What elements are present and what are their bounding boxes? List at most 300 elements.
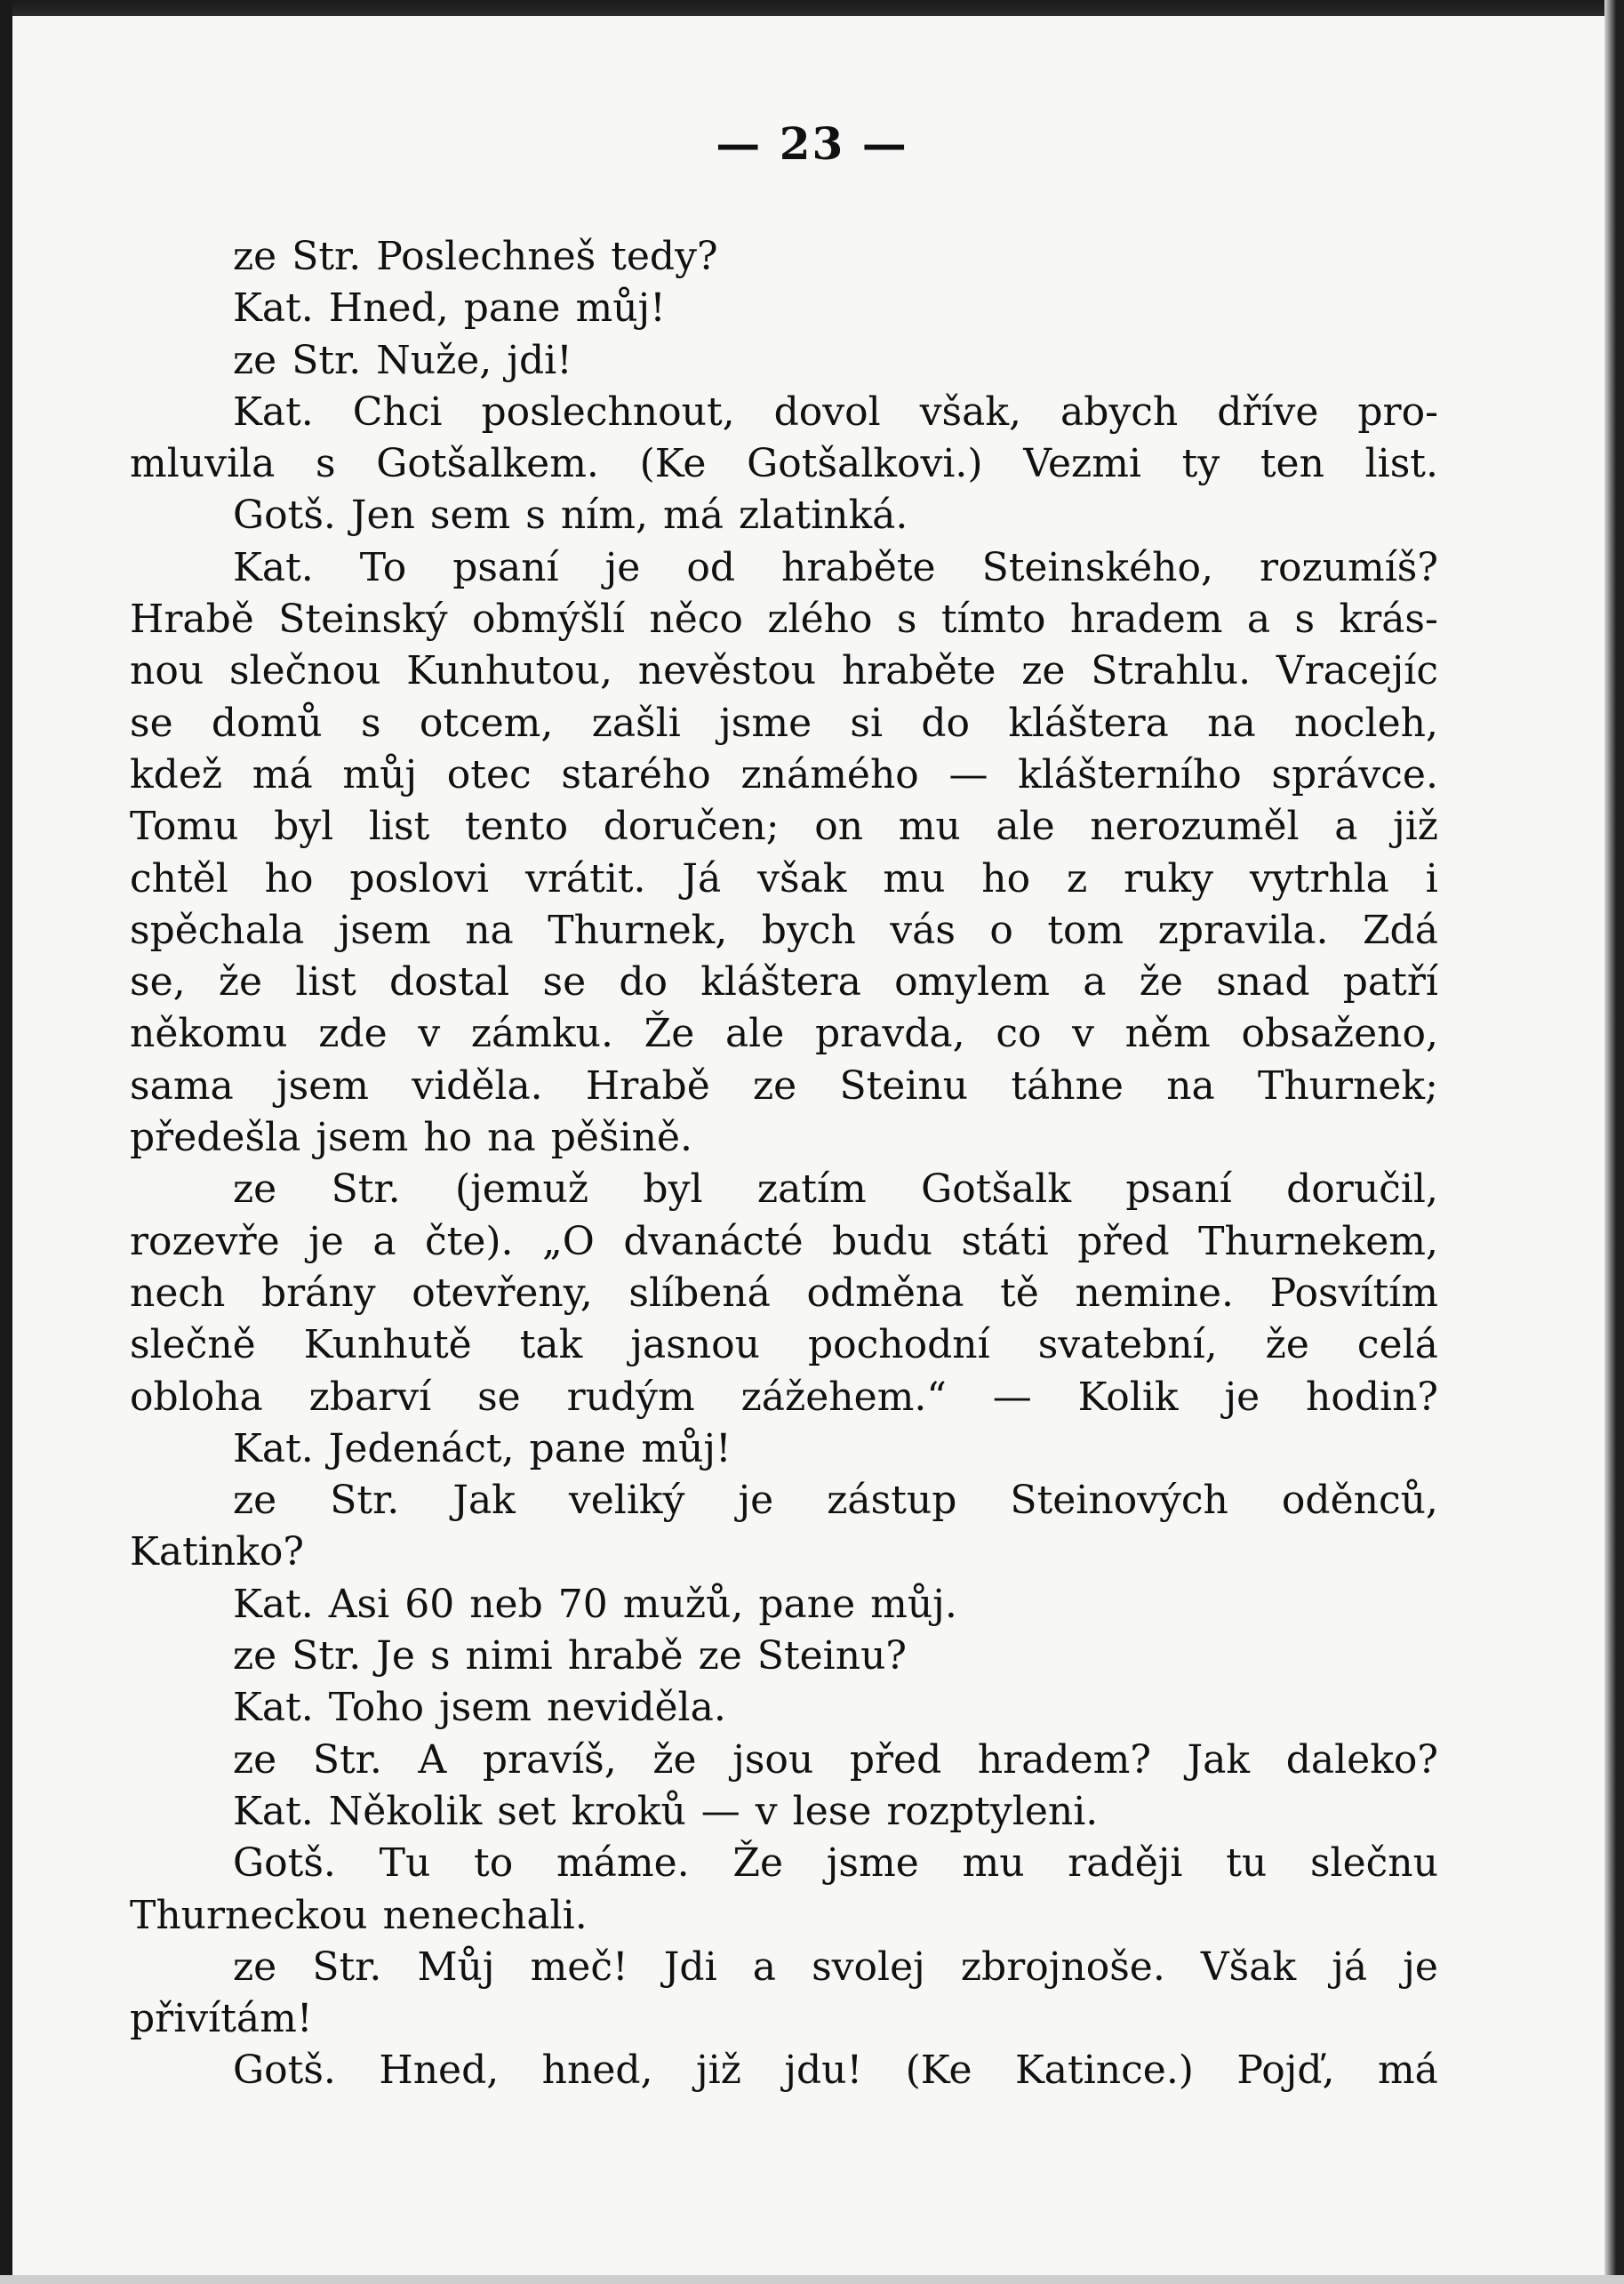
text-line — [130, 1423, 1438, 1475]
word: známého — [740, 751, 919, 797]
word: Gotšalkovi.) — [747, 441, 983, 487]
word: ale — [724, 1011, 785, 1057]
word: poslovi — [349, 855, 490, 902]
word: Gotšalkem. — [376, 441, 599, 487]
word: něm — [1124, 1011, 1211, 1057]
text-line — [130, 749, 1438, 801]
word: správce. — [1271, 751, 1438, 797]
scan-border-left — [0, 0, 12, 2284]
word: Asi — [328, 1581, 390, 1627]
text-line — [130, 1475, 1438, 1527]
word: Katinko? — [130, 1529, 304, 1575]
word: ze — [233, 1166, 277, 1213]
word: psaní — [452, 544, 559, 590]
word: pane — [463, 285, 561, 332]
word: krás- — [1339, 597, 1438, 643]
word: Thurnek, — [548, 907, 728, 953]
word: kláštera — [1008, 700, 1169, 746]
text-line — [130, 283, 1438, 334]
word: mu — [898, 804, 961, 850]
word: Tu — [379, 1840, 431, 1887]
word: a — [752, 1943, 776, 1990]
word: Zdá — [1362, 907, 1438, 953]
word: ho — [981, 855, 1031, 902]
scan-border-top — [0, 0, 1624, 16]
word: z — [1067, 855, 1088, 902]
page-number: — 23 — — [716, 117, 908, 170]
word: a — [1334, 804, 1358, 850]
word: tak — [519, 1322, 583, 1368]
word: někomu — [130, 1011, 288, 1057]
word: se — [542, 959, 587, 1006]
word: něco — [649, 597, 743, 643]
word: Tomu — [130, 804, 239, 850]
word: dvanácté — [623, 1218, 804, 1264]
word: vrátit. — [524, 855, 646, 902]
word: předešla — [130, 1115, 301, 1161]
word: ho — [264, 855, 314, 902]
word: na — [465, 907, 514, 953]
word: nemine. — [1075, 1270, 1235, 1316]
word: můj. — [870, 1581, 957, 1627]
text-line — [130, 1682, 1438, 1734]
word: Katince.) — [1014, 2048, 1194, 2094]
word: Gotš. — [233, 1840, 336, 1887]
word: „O — [542, 1218, 595, 1264]
word: si — [850, 700, 884, 746]
word: jasnou — [630, 1322, 760, 1368]
text-line — [130, 645, 1438, 697]
word: jdu! — [784, 2048, 863, 2094]
word: (Ke — [639, 441, 707, 487]
word: zašli — [591, 700, 681, 746]
word: pane — [529, 1425, 627, 1471]
word: Já — [682, 855, 722, 902]
word: Několik — [328, 1788, 483, 1834]
word: (Ke — [905, 2048, 972, 2094]
word: patří — [1342, 959, 1438, 1006]
word: s — [896, 597, 917, 643]
word: čte). — [425, 1218, 514, 1264]
text-line — [130, 1164, 1438, 1215]
word: mužů, — [622, 1581, 744, 1627]
word: zpravila. — [1157, 907, 1329, 953]
word: nevěstou — [637, 648, 817, 694]
text-line — [130, 387, 1438, 438]
word: však, — [919, 389, 1022, 435]
word: tento — [464, 804, 569, 850]
text-line — [130, 853, 1438, 905]
word: rozevře — [130, 1218, 280, 1264]
word: odměna — [806, 1270, 964, 1316]
word: set — [497, 1788, 556, 1834]
text-line — [130, 594, 1438, 645]
word: hned, — [541, 2048, 653, 2094]
word: tom — [1047, 907, 1124, 953]
word: slečnu — [1309, 1840, 1438, 1887]
word: neviděla. — [547, 1685, 726, 1731]
word: Str. — [312, 1943, 382, 1990]
word: rozptyleni. — [886, 1788, 1099, 1834]
text-line — [130, 1527, 1438, 1578]
word: 70 — [557, 1581, 608, 1627]
word: na — [1166, 1062, 1215, 1109]
word: Str. — [292, 337, 362, 383]
word: do — [619, 959, 668, 1006]
word: jsem — [439, 1685, 532, 1731]
word: jdi! — [507, 337, 572, 383]
word: mu — [883, 855, 946, 902]
word: To — [359, 544, 407, 590]
word: se, — [130, 959, 186, 1006]
word: Vezmi — [1023, 441, 1141, 487]
text-line — [130, 1786, 1438, 1838]
word: můj! — [575, 285, 666, 332]
word: rozumíš? — [1259, 544, 1438, 590]
word: raději — [1068, 1840, 1183, 1887]
word: že — [1265, 1322, 1309, 1368]
word: (jemuž — [454, 1166, 589, 1213]
word: hradem? — [977, 1736, 1151, 1783]
word: byl — [643, 1166, 703, 1213]
word: sama — [130, 1062, 234, 1109]
word: brány — [260, 1270, 376, 1316]
word: hradem — [1069, 597, 1223, 643]
word: Jak — [1187, 1736, 1251, 1783]
word: jsem — [276, 1062, 369, 1109]
word: obmýšlí — [472, 597, 625, 643]
text-line — [130, 438, 1438, 490]
word: se — [130, 700, 173, 746]
word: ze — [233, 337, 277, 383]
word: chtěl — [130, 855, 228, 902]
word: vás — [890, 907, 956, 953]
word: že — [1139, 959, 1183, 1006]
text-line — [130, 1890, 1438, 1942]
word: Thurneckou — [130, 1892, 368, 1938]
word: nou — [130, 648, 204, 694]
text-line — [130, 1942, 1438, 1993]
word: Chci — [352, 389, 443, 435]
word: a — [372, 1218, 396, 1264]
word: Kat. — [233, 1425, 314, 1471]
word: Thurnekem, — [1198, 1218, 1438, 1264]
word: v — [755, 1788, 778, 1834]
word: Jedenáct, — [328, 1425, 515, 1471]
word: list — [368, 804, 430, 850]
word: Steinského, — [981, 544, 1213, 590]
word: Toho — [328, 1685, 425, 1731]
word: hraběte — [781, 544, 936, 590]
word: viděla. — [412, 1062, 543, 1109]
word: doručen; — [603, 804, 780, 850]
word: ten — [1260, 441, 1324, 487]
word: klášterního — [1018, 751, 1242, 797]
word: svolej — [812, 1943, 925, 1990]
word: jsme — [826, 1840, 919, 1887]
text-line — [130, 801, 1438, 853]
word: Gotš. — [233, 493, 336, 539]
word: svatební, — [1037, 1322, 1218, 1368]
word: od — [686, 544, 735, 590]
word: doručil, — [1286, 1166, 1438, 1213]
word: Kat. — [233, 1685, 314, 1731]
word: co — [996, 1011, 1042, 1057]
word: Str. — [330, 1478, 400, 1524]
word: otcem, — [419, 700, 554, 746]
word: má — [1377, 2048, 1438, 2094]
word: Gotšalk — [921, 1166, 1072, 1213]
word: hraběte — [841, 648, 996, 694]
word: otevřeny, — [412, 1270, 593, 1316]
text-line — [130, 1112, 1438, 1164]
text-line — [130, 542, 1438, 594]
word: Steinu — [839, 1062, 969, 1109]
word: Však — [1200, 1943, 1297, 1990]
word: vytrhla — [1249, 855, 1389, 902]
word: on — [814, 804, 864, 850]
word: pochodní — [807, 1322, 990, 1368]
text-line — [130, 335, 1438, 387]
text-line — [130, 1008, 1438, 1060]
word: táhne — [1011, 1062, 1124, 1109]
word: daleko? — [1285, 1736, 1438, 1783]
text-line — [130, 1579, 1438, 1631]
word: má — [252, 751, 313, 797]
word: Strahlu. — [1091, 648, 1252, 694]
text-line — [130, 490, 1438, 541]
word: list — [295, 959, 356, 1006]
word: Jen — [350, 493, 415, 539]
word: sem — [429, 493, 511, 539]
word: hrabě — [567, 1633, 684, 1679]
word: již — [1393, 804, 1438, 850]
word: je — [738, 1478, 774, 1524]
word: dříve — [1217, 389, 1319, 435]
word: ze — [698, 1633, 742, 1679]
word: zbarví — [308, 1374, 432, 1420]
word: je — [308, 1218, 344, 1264]
word: Thurnek; — [1258, 1062, 1438, 1109]
word: již — [695, 2048, 741, 2094]
word: kroků — [571, 1788, 686, 1834]
word: Nuže, — [376, 337, 492, 383]
text-line — [130, 1061, 1438, 1112]
word: já — [1332, 1943, 1368, 1990]
word: Str. — [292, 1633, 362, 1679]
word: státi — [961, 1218, 1049, 1264]
word: ze — [752, 1062, 797, 1109]
word: lese — [792, 1788, 872, 1834]
word: pravíš, — [482, 1736, 617, 1783]
word: Kat. — [233, 1581, 314, 1627]
text-line — [130, 1268, 1438, 1319]
word: to — [474, 1840, 514, 1887]
word: nech — [130, 1270, 226, 1316]
word: ze — [233, 1633, 277, 1679]
word: ním, — [560, 493, 648, 539]
word: Steinský — [278, 597, 448, 643]
word: obloha — [130, 1374, 263, 1420]
word: Kolik — [1077, 1374, 1179, 1420]
word: je — [604, 544, 641, 590]
word: s — [429, 1633, 451, 1679]
word: jsme — [719, 700, 812, 746]
word: je — [1403, 1943, 1438, 1990]
word: pravda, — [814, 1011, 965, 1057]
word: abych — [1060, 389, 1179, 435]
word: poslechnout, — [481, 389, 735, 435]
word: tu — [1226, 1840, 1268, 1887]
text-line — [130, 1838, 1438, 1889]
word: pěšině. — [550, 1115, 692, 1161]
word: snad — [1216, 959, 1310, 1006]
text-line — [130, 2045, 1438, 2096]
word: Kat. — [233, 389, 314, 435]
word: před — [1077, 1218, 1170, 1264]
word: psaní — [1125, 1166, 1232, 1213]
word: Steinových — [1010, 1478, 1228, 1524]
word: Kat. — [233, 1788, 314, 1834]
word: Posvítím — [1269, 1270, 1438, 1316]
word: s — [525, 493, 546, 539]
word: Gotš. — [233, 2048, 336, 2094]
word: ty — [1181, 441, 1220, 487]
word: ze — [233, 1736, 277, 1783]
word: Pojď, — [1236, 2048, 1335, 2094]
word: Hrabě — [130, 597, 254, 643]
word: a — [1083, 959, 1107, 1006]
word: zlatinká. — [738, 493, 908, 539]
text-line — [130, 905, 1438, 957]
word: Jdi — [663, 1943, 717, 1990]
word: slíbená — [628, 1270, 771, 1316]
word: zde — [318, 1011, 388, 1057]
word: před — [849, 1736, 942, 1783]
word: má — [662, 493, 724, 539]
word: ze — [233, 234, 277, 279]
word: Steinu? — [756, 1633, 907, 1679]
word: zbrojnoše. — [960, 1943, 1165, 1990]
word: že — [652, 1736, 697, 1783]
word: máme. — [556, 1840, 690, 1887]
word: zlého — [767, 597, 873, 643]
word: Kat. — [233, 285, 314, 332]
word: se — [477, 1374, 521, 1420]
word: budu — [832, 1218, 933, 1264]
word: na — [1207, 700, 1256, 746]
word: Kunhutou, — [406, 648, 612, 694]
word: spěchala — [130, 907, 305, 953]
word: však — [757, 855, 847, 902]
text-line — [130, 698, 1438, 749]
word: jsou — [732, 1736, 814, 1783]
word: obsaženo, — [1241, 1011, 1438, 1057]
word: Poslechneš — [376, 234, 596, 279]
word: Hned, — [379, 2048, 500, 2094]
word: zatím — [756, 1166, 867, 1213]
word: pro- — [1357, 389, 1438, 435]
word: bych — [761, 907, 856, 953]
word: meč! — [530, 1943, 628, 1990]
word: tedy? — [611, 234, 718, 279]
word: Jak — [452, 1478, 516, 1524]
word: ze — [233, 1478, 277, 1524]
word: Můj — [417, 1943, 495, 1990]
word: jsem — [338, 907, 431, 953]
word: a — [1246, 597, 1271, 643]
text-line — [130, 231, 1438, 283]
word: mluvila — [130, 441, 276, 487]
word: slečnou — [228, 648, 381, 694]
word: do — [921, 700, 971, 746]
word: zážehem.“ — [740, 1374, 947, 1420]
word: tímto — [940, 597, 1046, 643]
page-text — [130, 231, 1438, 2097]
word: nocleh, — [1294, 700, 1438, 746]
word: tě — [1000, 1270, 1039, 1316]
word: že — [218, 959, 263, 1006]
word: mu — [962, 1840, 1025, 1887]
word: s — [360, 700, 381, 746]
word: pane — [758, 1581, 856, 1627]
word: v — [418, 1011, 441, 1057]
word: Že — [644, 1011, 695, 1057]
word: zámku. — [470, 1011, 613, 1057]
word: dostal — [389, 959, 510, 1006]
text-line — [130, 1631, 1438, 1682]
word: — — [992, 1374, 1032, 1420]
word: i — [1425, 855, 1438, 902]
word: Kunhutě — [303, 1322, 472, 1368]
text-line — [130, 1319, 1438, 1371]
word: můj! — [641, 1425, 732, 1471]
word: Str. — [331, 1166, 401, 1213]
word: rudým — [566, 1374, 695, 1420]
scan-border-bottom — [0, 2275, 1624, 2284]
word: starého — [561, 751, 711, 797]
word: Vracejíc — [1276, 648, 1438, 694]
word: slečně — [130, 1322, 256, 1368]
word: přivítám! — [130, 1996, 313, 2042]
word: o — [989, 907, 1013, 953]
word: 60 — [404, 1581, 455, 1627]
word: v — [1072, 1011, 1094, 1057]
word: list. — [1364, 441, 1438, 487]
word: oděnců, — [1281, 1478, 1438, 1524]
word: na — [487, 1115, 536, 1161]
word: celá — [1356, 1322, 1438, 1368]
word: s — [316, 441, 336, 487]
word: Hrabě — [585, 1062, 710, 1109]
word: omylem — [894, 959, 1050, 1006]
word: je — [1224, 1374, 1260, 1420]
word: veliký — [568, 1478, 685, 1524]
word: kláštera — [700, 959, 861, 1006]
word: ruky — [1124, 855, 1213, 902]
word: kdež — [130, 751, 223, 797]
word: nimi — [465, 1633, 553, 1679]
word: dovol — [773, 389, 881, 435]
word: ale — [996, 804, 1055, 850]
word: můj — [342, 751, 418, 797]
word: Že — [732, 1840, 784, 1887]
scan-border-right — [1604, 0, 1624, 2284]
word: jsem — [316, 1115, 409, 1161]
word: ze — [1021, 648, 1066, 694]
word: Je — [376, 1633, 415, 1679]
word: ze — [233, 1943, 277, 1990]
